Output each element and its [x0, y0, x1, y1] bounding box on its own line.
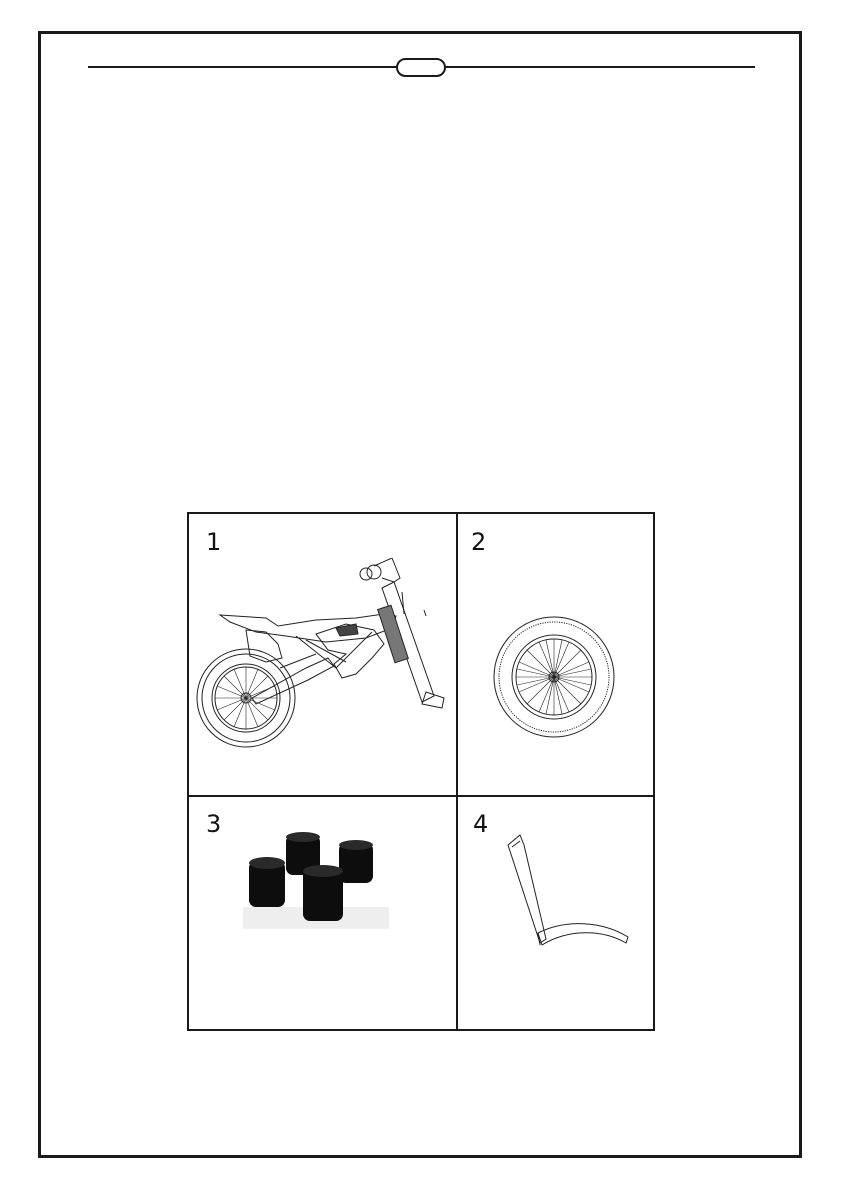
part-cell-1: [189, 514, 456, 795]
caps-icon: [241, 831, 391, 931]
fender-icon: [504, 833, 644, 963]
part-cell-4: [458, 797, 653, 1031]
part-number-1: 1: [206, 528, 222, 556]
part-number-3: 3: [206, 810, 222, 838]
part-cell-3: [189, 797, 456, 1031]
bike-frame-icon: [196, 558, 458, 758]
part-cell-2: [458, 514, 653, 795]
parts-grid: [187, 512, 655, 1031]
part-number-2: 2: [471, 528, 487, 556]
part-number-4: 4: [473, 810, 489, 838]
wheel-icon: [489, 612, 619, 742]
page-number-badge: [396, 58, 446, 77]
